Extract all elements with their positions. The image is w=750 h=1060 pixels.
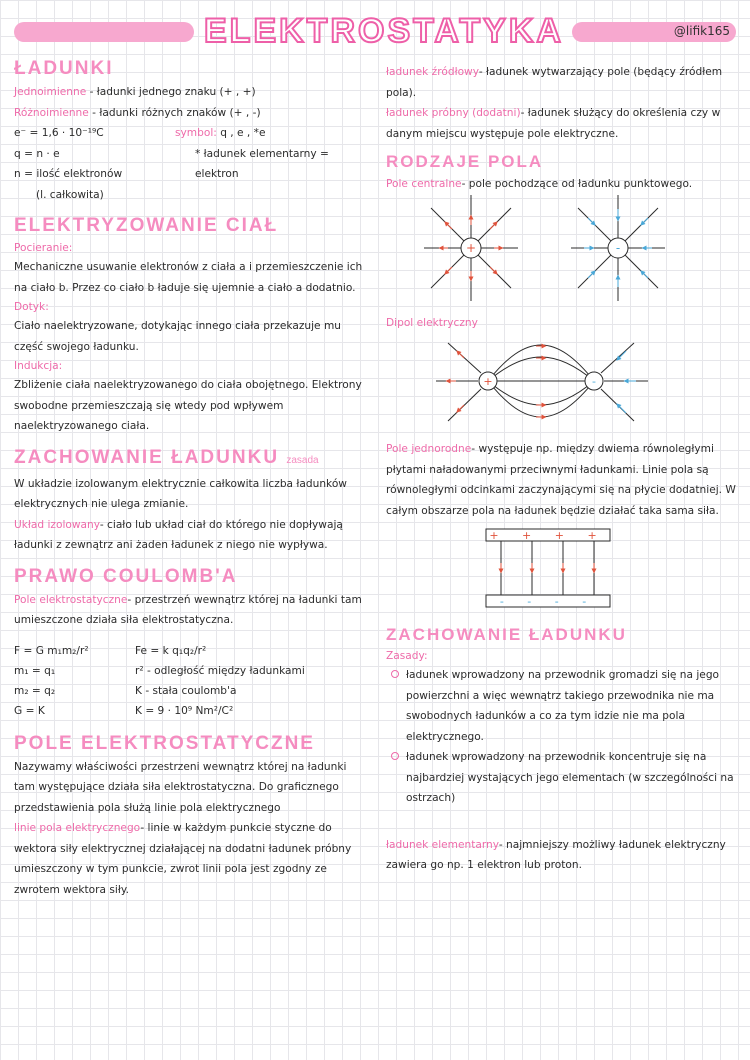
zasada-item-1: ładunek wprowadzony na przewodnik gromadzi się na jego powierzchni a więc wewnątrz takiego przewodnika nie ma swobodnych ładunków a co za tym idzie nie ma pola elektrycznego. <box>406 665 736 747</box>
dipole-plus-sign: + <box>483 375 493 388</box>
coulomb-formulas <box>14 641 364 721</box>
def-roznoimienne <box>14 103 364 124</box>
def-jednoimienne-key: Jednoimienne <box>14 86 87 98</box>
central-field-diagram <box>386 195 736 305</box>
pole-text-1: Nazywamy właściwości przestrzeni wewnątrz której na ładunki tam występujące działa siła elektrostatyczna. Do graficznego przedstawienia pola służą linie pola elektrycznego <box>14 760 347 814</box>
indukcja-label: Indukcja: <box>14 360 63 372</box>
negative-plate-signs: - - - - <box>499 595 597 608</box>
zasady-list <box>386 665 736 809</box>
author-handle: @lifik165 <box>673 24 730 38</box>
heading-zachowanie-text: ZACHOWANIE ŁADUNKU <box>14 446 280 468</box>
probny-label: ładunek próbny (dodatni) <box>386 107 521 119</box>
elem-charge-2: elektron <box>195 168 239 180</box>
positive-charge-sign: + <box>465 240 477 255</box>
formula-electric: Fe = k q₁q₂/r² <box>135 644 207 657</box>
pole-elektrostatyczne-def <box>14 590 364 631</box>
heading-rodzaje: RODZAJE POLA <box>386 152 544 171</box>
uniform-field-diagram <box>386 527 736 611</box>
formula-gk: G = K <box>14 704 45 717</box>
formula-r2: r² - odległość między ładunkami <box>135 664 305 677</box>
elementarny-def <box>386 835 736 876</box>
symbol-label: symbol: <box>175 127 217 139</box>
dipol-label: Dipol elektryczny <box>386 316 478 329</box>
heading-zachowanie-suffix: zasada <box>286 454 319 466</box>
probny-text: - ładunek służący do określenia czy w danym miejscu występuje pole elektryczne. <box>386 107 721 140</box>
indukcja-text: Zbliżenie ciała naelektryzowanego do ciała obojętnego. Elektrony swobodne przemieszczają się wtedy pod wpływem naelektryzowanego ciała. <box>14 379 362 432</box>
def-jednoimienne <box>14 82 364 103</box>
linie-label: linie pola elektrycznego <box>14 822 141 834</box>
zachowanie-text-2 <box>14 515 364 556</box>
page-title: ELEKTROSTATYKA <box>204 12 564 50</box>
e-value: e⁻ = 1,6 · 10⁻¹⁹C <box>14 127 104 139</box>
heading-elektryzowanie: ELEKTRYZOWANIE CIAŁ <box>14 215 279 236</box>
zrodlowy-def <box>386 62 736 103</box>
n-def: n = ilość elektronów <box>14 168 123 180</box>
centralne-def <box>386 174 736 195</box>
zrodlowy-text: - ładunek wytwarzający pole (będący źródłem pola). <box>386 66 723 99</box>
right-column <box>386 62 736 876</box>
dipole-minus-sign: - <box>592 375 596 388</box>
heading-ladunki: ŁADUNKI <box>14 58 114 79</box>
q-formula: q = n · e <box>14 147 60 160</box>
dipole-diagram <box>386 333 736 433</box>
formula-gravity: F = G m₁m₂/r² <box>14 644 89 657</box>
dotyk-label: Dotyk: <box>14 301 49 313</box>
centralne-label: Pole centralne <box>386 178 462 190</box>
zasada-item-2: ładunek wprowadzony na przewodnik koncentruje się na najbardziej wystających jego elementach (w szczególności na ostrzach) <box>406 747 736 809</box>
zachowanie-text-1: W układzie izolowanym elektrycznie całkowita liczba ładunków elektrycznych nie ulega zmianie. <box>14 477 347 510</box>
zasady-label: Zasady: <box>386 650 428 662</box>
heading-zachowanie-2: ZACHOWANIE ŁADUNKU <box>386 625 627 644</box>
jednorodne-label: Pole jednorodne <box>386 443 472 455</box>
symbol-line <box>135 123 364 144</box>
banner-bar-left <box>14 22 194 42</box>
zrodlowy-label: ładunek źródłowy <box>386 66 479 78</box>
negative-charge-sign: - <box>615 240 621 255</box>
formula-kdef: K - stała coulomb'a <box>135 684 237 697</box>
probny-def <box>386 103 736 144</box>
pocieranie-text: Mechaniczne usuwanie elektronów z ciała a i przemieszczenie ich na ciało b. Przez co ciało b ładuje się ujemnie a ciało a dodatnio. <box>14 261 363 294</box>
elementarny-label: ładunek elementarny <box>386 838 499 851</box>
heading-pole: POLE ELEKTROSTATYCZNE <box>14 732 315 754</box>
def-roznoimienne-text: - ładunki różnych znaków (+ , -) <box>92 106 261 119</box>
n-def-2: (l. całkowita) <box>36 188 104 201</box>
uklad-text: - ciało lub układ ciał do którego nie dopływają ładunki z zewnątrz ani żaden ładunek z niego nie wypływa. <box>14 518 343 551</box>
linie-text: - linie w każdym punkcie styczne do wektora siły elektrycznej działającej na dodatni ładunek próbny umieszczony w tym punkcie, zwrot linii pola jest zgodny ze zwrotem wektora siły. <box>14 822 352 896</box>
pole-label: Pole elektrostatyczne <box>14 593 128 606</box>
header-banner <box>14 14 736 48</box>
pole-text-2 <box>14 818 364 900</box>
jednorodne-text: - występuje np. między dwiema równoległymi płytami naładowanymi przeciwnymi ładunkami. Linie pola są równoległymi odcinkami zaczynającymi się na płycie dodatniej. W całym obszarze pola na ładunek będzie działać taka sama siła. <box>386 443 736 517</box>
pole-text: - przestrzeń wewnątrz której na ładunki tam umieszczone działa siła elektrostatyczna. <box>14 593 362 626</box>
uklad-label: Układ izolowany <box>14 518 100 531</box>
formula-m1: m₁ = q₁ <box>14 664 56 677</box>
def-jednoimienne-text: - ładunki jednego znaku (+ , +) <box>89 86 256 98</box>
heading-coulomb: PRAWO COULOMB'A <box>14 565 238 587</box>
left-column <box>14 56 364 900</box>
pocieranie-label: Pocieranie: <box>14 242 73 254</box>
centralne-text: - pole pochodzące od ładunku punktowego. <box>461 178 693 190</box>
jednorodne-def <box>386 439 736 521</box>
symbol-values: q , e , *e <box>220 127 266 139</box>
formula-kval: K = 9 · 10⁹ Nm²/C² <box>135 704 234 717</box>
def-roznoimienne-key: Różnoimienne <box>14 106 89 119</box>
elementarny-text: - najmniejszy możliwy ładunek elektryczny zawiera go np. 1 elektron lub proton. <box>386 838 726 871</box>
ladunki-formulas <box>14 123 364 205</box>
dotyk-text: Ciało naelektryzowane, dotykając innego ciała przekazuje mu część swojego ładunku. <box>14 320 341 353</box>
formula-m2: m₂ = q₂ <box>14 684 56 697</box>
heading-zachowanie <box>14 445 364 474</box>
positive-plate-signs: + + + + <box>489 529 607 542</box>
elem-charge: * ładunek elementarny = <box>195 147 329 160</box>
